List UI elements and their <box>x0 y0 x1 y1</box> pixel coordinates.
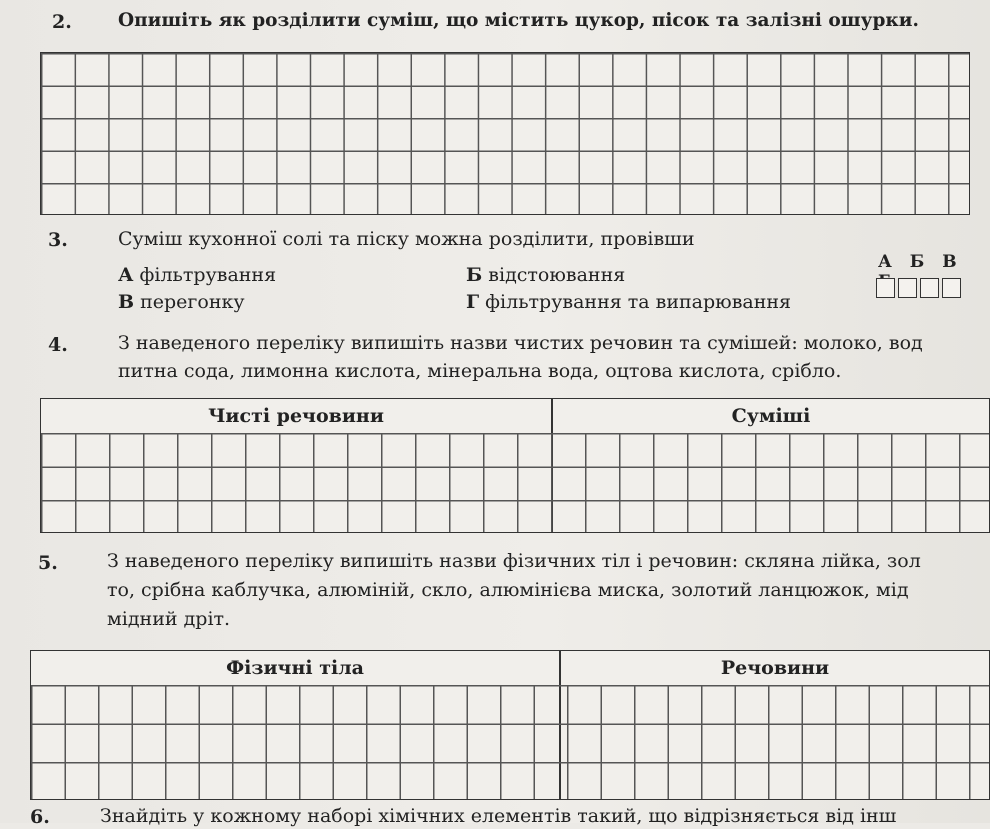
q3-option-b-letter: Б <box>466 264 483 286</box>
q5-col-physical-bodies: Фізичні тіла <box>226 657 364 679</box>
q3-answer-box-g[interactable] <box>942 278 961 298</box>
q3-option-g <box>466 289 791 315</box>
q5-answer-grid[interactable] <box>31 685 989 799</box>
q3-option-a-text: фільтрування <box>139 264 277 286</box>
q4-answer-table <box>40 398 990 533</box>
q3-option-b <box>466 262 625 288</box>
q3-option-a-letter: А <box>118 264 134 286</box>
q4-number: 4. <box>48 334 68 356</box>
q3-answer-letters: А Б В <box>878 252 963 272</box>
q3-option-v-text: перегонку <box>140 291 245 313</box>
q3-option-v-letter: В <box>118 291 135 313</box>
q3-option-g-text: фільтрування та випарювання <box>485 291 792 313</box>
q2-answer-grid[interactable] <box>40 52 970 215</box>
q3-answer-box-b[interactable] <box>898 278 917 298</box>
q5-line-2: то, срібна каблучка, алюміній, скло, алюмінієва миска, золотий ланцюжок, мід <box>107 579 909 601</box>
q5-line-1: З наведеного переліку випишіть назви фізичних тіл і речовин: скляна лійка, зол <box>107 550 921 572</box>
q5-col-substances: Речовини <box>720 657 830 679</box>
q3-option-g-letter: Г <box>466 291 480 313</box>
q4-line-2: питна сода, лимонна кислота, мінеральна вода, оцтова кислота, срібло. <box>118 360 842 382</box>
q3-option-a <box>118 262 276 288</box>
q5-number: 5. <box>38 552 58 574</box>
q4-line-1: З наведеного переліку випишіть назви чистих речовин та сумішей: молоко, вод <box>118 332 923 354</box>
q4-col-pure-substances: Чисті речовини <box>208 405 384 427</box>
q4-table-header <box>41 399 989 434</box>
q3-number: 3. <box>48 229 68 251</box>
q3-answer-box-a[interactable] <box>876 278 895 298</box>
q2-number: 2. <box>52 11 72 33</box>
q3-text: Суміш кухонної солі та піску можна розділити, провівши <box>118 228 695 250</box>
q3-option-v <box>118 289 245 315</box>
q6-number: 6. <box>30 806 50 828</box>
q4-col-mixtures: Суміші <box>731 405 811 427</box>
q4-answer-grid[interactable] <box>41 433 989 532</box>
q5-line-3: мідний дріт. <box>107 608 231 630</box>
q3-option-b-text: відстоювання <box>488 264 626 286</box>
q5-table-header <box>31 651 989 686</box>
q2-text: Опишіть як розділити суміш, що містить цукор, пісок та залізні ошурки. <box>118 10 919 31</box>
q3-answer-box-v[interactable] <box>920 278 939 298</box>
q5-answer-table <box>30 650 990 800</box>
q6-text: Знайдіть у кожному наборі хімічних елементів такий, що відрізняється від інш <box>100 805 897 827</box>
